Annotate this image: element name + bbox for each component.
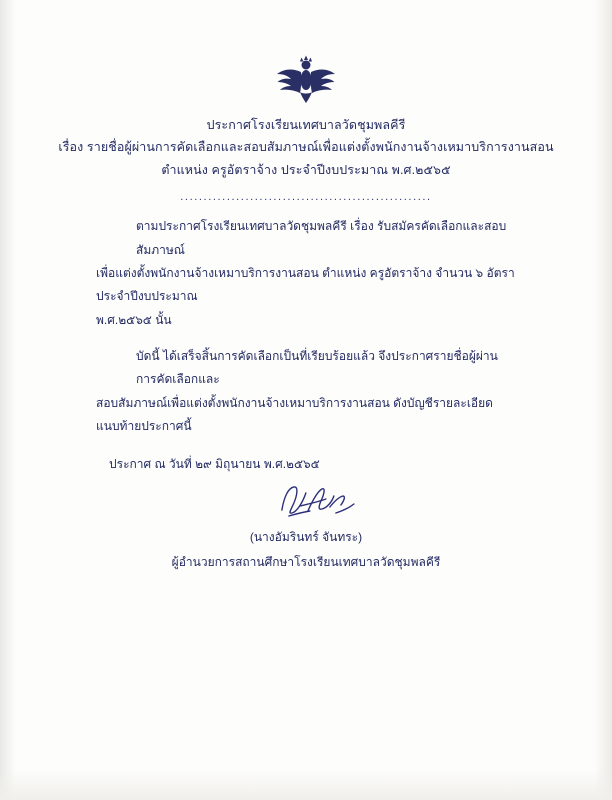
garuda-emblem-icon: [0, 52, 612, 106]
paragraph-1-line-1: ตามประกาศโรงเรียนเทศบาลวัดชุมพลคีรี เรื่อง รับสมัครคัดเลือกและสอบสัมภาษณ์: [136, 219, 507, 257]
paragraph-2: [96, 345, 516, 439]
title-line-2: เรื่อง รายชื่อผู้ผ่านการคัดเลือกและสอบสัมภาษณ์เพื่อแต่งตั้งพนักงานจ้างเหมาบริการงานสอน: [58, 140, 554, 155]
dotted-separator: ......................................................: [180, 191, 432, 204]
paragraph-1-line-3: พ.ศ.๒๕๖๕ นั้น: [96, 312, 172, 327]
paragraph-2-line-1: บัดนี้ ได้เสร็จสิ้นการคัดเลือกเป็นที่เรียบร้อยแล้ว จึงประกาศรายชื่อผู้ผ่านการคัดเลือกและ: [136, 349, 498, 387]
signer-name: (นางอัมรินทร์ จันทระ): [249, 529, 363, 544]
announcement-date: ประกาศ ณ วันที่ ๒๙ มิถุนายน พ.ศ.๒๕๖๕: [109, 456, 320, 471]
paragraph-1-line-2: เพื่อแต่งตั้งพนักงานจ้างเหมาบริการงานสอน ตำแหน่ง ครูอัตราจ้าง จำนวน ๖ อัตรา ประจำปีงบประมาณ: [96, 265, 515, 304]
handwritten-signature-icon: [270, 480, 356, 527]
scan-edge-shadow-bottom: [0, 770, 612, 800]
document-title: [0, 116, 612, 180]
title-line-1: ประกาศโรงเรียนเทศบาลวัดชุมพลคีรี: [206, 118, 406, 132]
title-line-3: ตำแหน่ง ครูอัตราจ้าง ประจำปีงบประมาณ พ.ศ.๒๕๖๕: [161, 162, 451, 177]
signature-block: [96, 480, 516, 526]
paragraph-2-line-2: สอบสัมภาษณ์เพื่อแต่งตั้งพนักงานจ้างเหมาบริการงานสอน ดังบัญชีรายละเอียดแนบท้ายประกาศนี้: [96, 395, 493, 434]
signer-title: ผู้อำนวยการสถานศึกษาโรงเรียนเทศบาลวัดชุมพลคีรี: [171, 554, 441, 569]
paragraph-1: [96, 215, 516, 332]
